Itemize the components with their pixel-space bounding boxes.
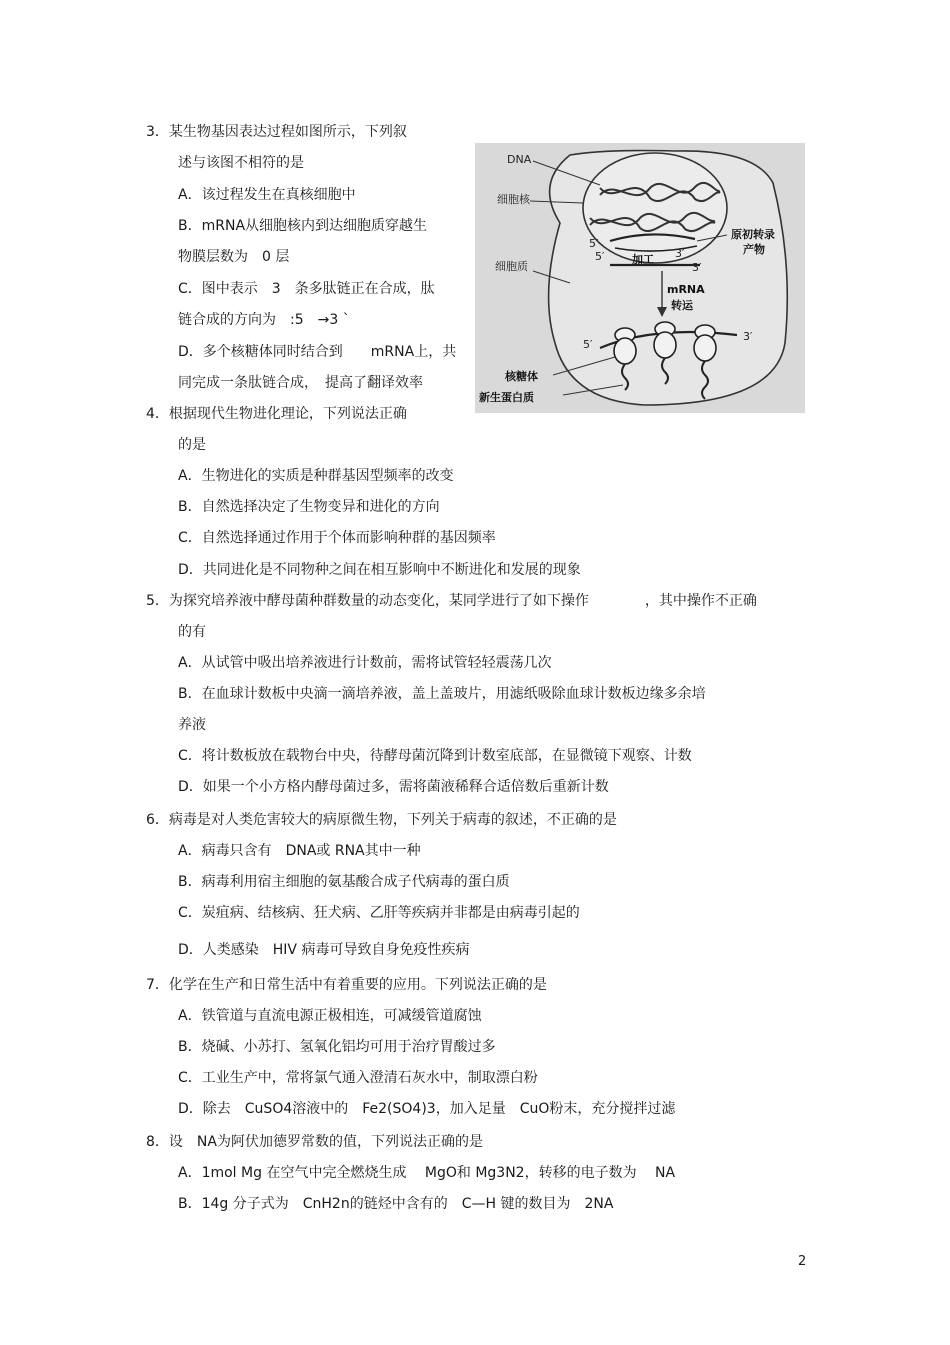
q7-option-d: D．除去 CuSO4溶液中的 Fe2(SO4)3，加入足量 CuO粉末，充分搅拌过滤 xyxy=(178,1101,676,1117)
q4-stem-line1: 4．根据现代生物进化理论，下列说法正确 xyxy=(146,406,407,422)
q6-option-b: B．病毒利用宿主细胞的氨基酸合成子代病毒的蛋白质 xyxy=(178,874,510,890)
q5-stem-line1: 5．为探究培养液中酵母菌种群数量的动态变化，某同学进行了如下操作 ，其中操作不正确 xyxy=(146,593,757,609)
q6-option-d: D．人类感染 HIV 病毒可导致自身免疫性疾病 xyxy=(178,942,470,958)
label-3prime-1: 3′ xyxy=(675,247,685,260)
q4-stem-line2: 的是 xyxy=(178,437,206,453)
q7-option-b: B．烧碱、小苏打、氢氧化铝均可用于治疗胃酸过多 xyxy=(178,1039,496,1055)
gene-expression-diagram xyxy=(475,143,805,413)
label-dna: DNA xyxy=(507,153,532,166)
q6-option-a: A．病毒只含有 DNA或 RNA其中一种 xyxy=(178,843,421,859)
label-5prime-3: 5′ xyxy=(583,338,593,351)
q8-option-b: B．14g 分子式为 CnH2n的链烃中含有的 C—H 键的数目为 2NA xyxy=(178,1196,614,1212)
label-mrna: mRNA xyxy=(667,283,705,296)
q3-option-b-line2: 物膜层数为 0 层 xyxy=(178,249,290,265)
q3-option-d-line1: D．多个核糖体同时结合到 mRNA上，共 xyxy=(178,344,457,360)
q6-option-c: C．炭疽病、结核病、狂犬病、乙肝等疾病并非都是由病毒引起的 xyxy=(178,905,580,921)
q5-option-c: C．将计数板放在载物台中央，待酵母菌沉降到计数室底部，在显微镜下观察、计数 xyxy=(178,748,692,764)
q5-option-d: D．如果一个小方格内酵母菌过多，需将菌液稀释合适倍数后重新计数 xyxy=(178,779,609,795)
label-5prime-2: 5′ xyxy=(595,250,605,263)
q5-option-b-line1: B．在血球计数板中央滴一滴培养液，盖上盖玻片，用滤纸吸除血球计数板边缘多余培 xyxy=(178,686,706,702)
q8-option-a: A．1mol Mg 在空气中完全燃烧生成 MgO和 Mg3N2，转移的电子数为 NA xyxy=(178,1165,676,1181)
label-processing: 加工 xyxy=(632,253,654,266)
q3-option-b-line1: B．mRNA从细胞核内到达细胞质穿越生 xyxy=(178,218,428,234)
q4-option-a: A．生物进化的实质是种群基因型频率的改变 xyxy=(178,468,454,484)
label-nucleus: 细胞核 xyxy=(497,193,530,206)
q6-stem: 6．病毒是对人类危害较大的病原微生物，下列关于病毒的叙述，不正确的是 xyxy=(146,812,617,828)
q3-option-c-line2: 链合成的方向为 :5 →3 ` xyxy=(178,312,350,328)
q4-option-d: D．共同进化是不同物种之间在相互影响中不断进化和发展的现象 xyxy=(178,562,581,578)
q8-stem: 8．设 NA为阿伏加德罗常数的值，下列说法正确的是 xyxy=(146,1134,483,1150)
nucleus-outline xyxy=(583,153,727,263)
q7-option-a: A．铁管道与直流电源正极相连，可减缓管道腐蚀 xyxy=(178,1008,482,1024)
q3-option-c-line1: C．图中表示 3 条多肽链正在合成，肽 xyxy=(178,281,435,297)
q5-option-a: A．从试管中吸出培养液进行计数前，需将试管轻轻震荡几次 xyxy=(178,655,552,671)
q3-option-a: A．该过程发生在真核细胞中 xyxy=(178,187,356,203)
q4-option-c: C．自然选择通过作用于个体而影响种群的基因频率 xyxy=(178,530,496,546)
q5-option-b-line2: 养液 xyxy=(178,717,206,733)
page-number: 2 xyxy=(798,1254,807,1269)
q4-option-b: B．自然选择决定了生物变异和进化的方向 xyxy=(178,499,440,515)
label-ribosome: 核糖体 xyxy=(505,370,538,383)
label-5prime-1: 5′ xyxy=(589,237,599,250)
q7-option-c: C．工业生产中，常将氯气通入澄清石灰水中，制取漂白粉 xyxy=(178,1070,538,1086)
q5-stem-line2: 的有 xyxy=(178,624,206,640)
label-primary-transcript-2: 产物 xyxy=(743,243,765,256)
label-primary-transcript-1: 原初转录 xyxy=(731,228,775,241)
label-3prime-3: 3′ xyxy=(743,330,753,343)
label-3prime-2: 3′ xyxy=(692,261,702,274)
label-new-protein: 新生蛋白质 xyxy=(479,391,534,404)
q3-stem-line2: 述与该图不相符的是 xyxy=(178,155,304,171)
label-cytoplasm: 细胞质 xyxy=(495,260,528,273)
q7-stem: 7．化学在生产和日常生活中有着重要的应用。下列说法正确的是 xyxy=(146,977,547,993)
q3-option-d-line2: 同完成一条肽链合成， 提高了翻译效率 xyxy=(178,375,423,391)
gene-expression-figure xyxy=(475,143,805,413)
label-transport: 转运 xyxy=(671,299,693,312)
q3-stem-line1: 3．某生物基因表达过程如图所示，下列叙 xyxy=(146,124,407,140)
